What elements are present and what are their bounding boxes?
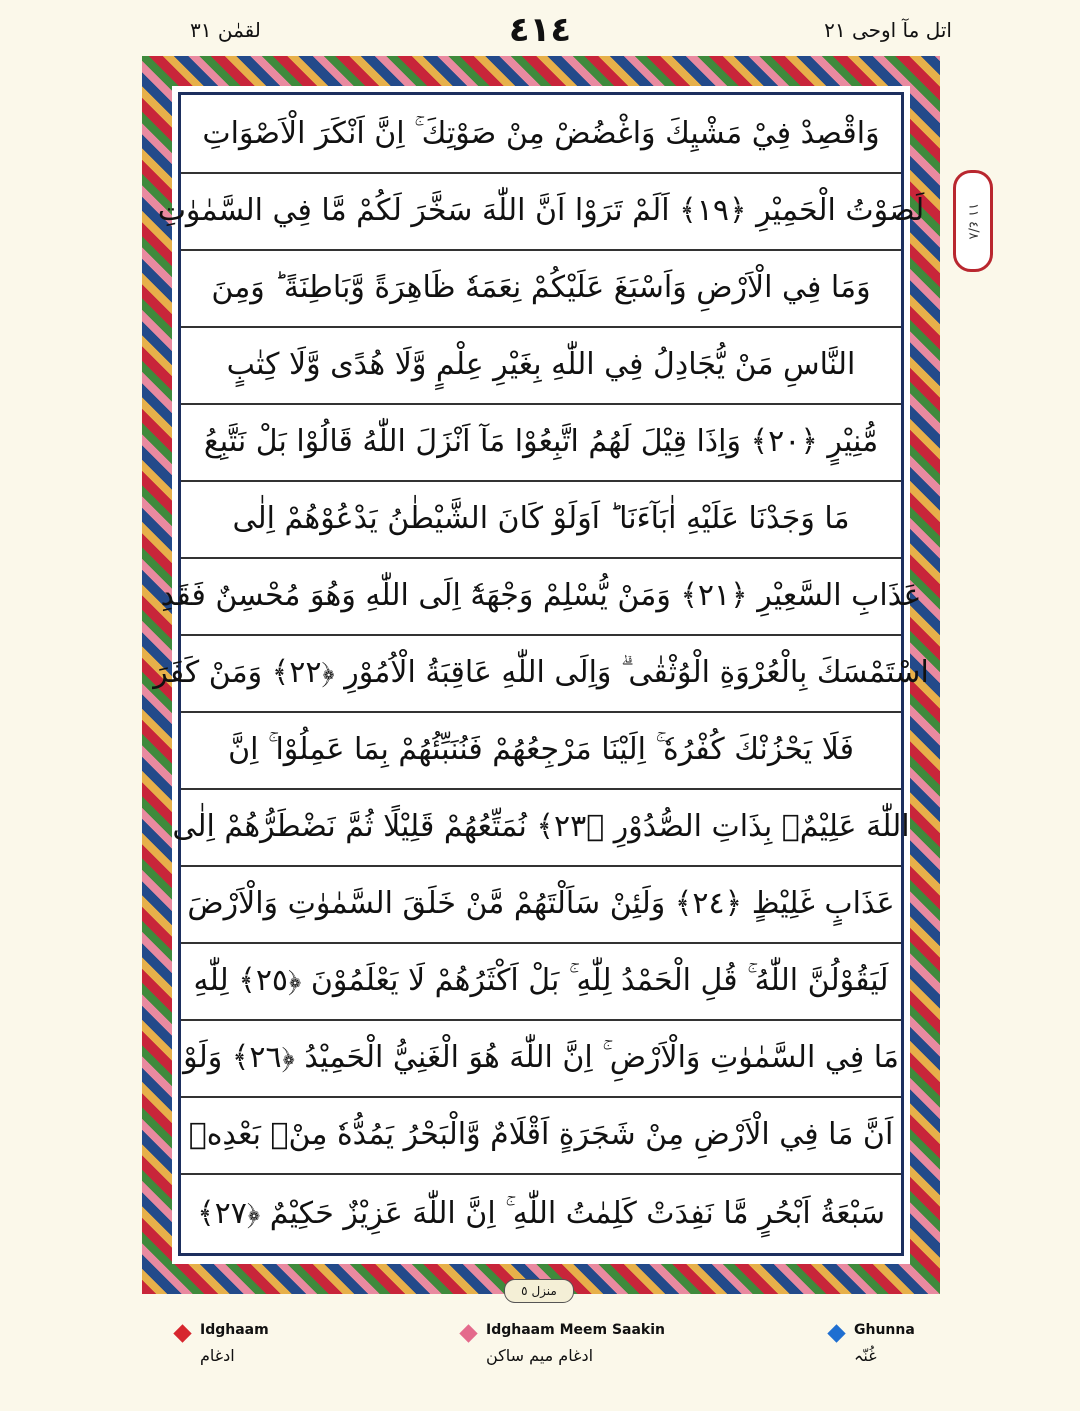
quran-line-4: النَّاسِ مَنْ يُّجَادِلُ فِي اللّٰهِ بِغَيْرِ عِلْمٍ وَّلَا هُدًى وَّلَا كِتٰبٍ	[181, 326, 901, 405]
quran-line-11: عَذَابٍ غَلِيْظٍ ﴿٢٤﴾ وَلَئِنْ سَاَلْتَهُمْ مَّنْ خَلَقَ السَّمٰوٰتِ وَالْاَرْضَ	[181, 865, 901, 944]
quran-line-14: اَنَّ مَا فِي الْاَرْضِ مِنْ شَجَرَةٍ اَقْلَامٌ وَّالْبَحْرُ يَمُدُّهٗ مِنْۢ بَعْدِهٖ	[181, 1096, 901, 1175]
legend-label-en: Idghaam	[200, 1322, 269, 1338]
quran-line-6: مَا وَجَدْنَا عَلَيْهِ اٰبَآءَنَا ؕ اَوَلَوْ كَانَ الشَّيْطٰنُ يَدْعُوْهُمْ اِلٰى	[181, 480, 901, 559]
surah-name: لقمٰن ٣١	[190, 18, 261, 42]
juz-name: اتل مآ اوحی ٢١	[824, 18, 952, 42]
manzil-marker: منزل ٥	[504, 1279, 574, 1303]
quran-line-3: وَمَا فِي الْاَرْضِ وَاَسْبَغَ عَلَيْكُمْ نِعَمَهٗ ظَاهِرَةً وَّبَاطِنَةً ؕ وَمِنَ	[181, 249, 901, 328]
legend-label-ur: ادغام	[200, 1346, 235, 1365]
quran-line-13: مَا فِي السَّمٰوٰتِ وَالْاَرْضِ ۚ اِنَّ اللّٰهَ هُوَ الْغَنِيُّ الْحَمِيْدُ ﴿٢٦﴾ وَلَوْ	[181, 1019, 901, 1098]
legend-label-en: Ghunna	[854, 1322, 915, 1338]
page-number: ٤١٤	[508, 10, 572, 50]
legend-ghunna	[824, 1322, 1004, 1382]
ruku-marker: ٤/٨ ١١	[953, 170, 993, 272]
quran-line-8: اسْتَمْسَكَ بِالْعُرْوَةِ الْوُثْقٰى ۗ وَاِلَى اللّٰهِ عَاقِبَةُ الْاُمُوْرِ ﴿٢٢﴾ وَمَنْ كَفَرَ	[181, 634, 901, 713]
quran-line-12: لَيَقُوْلُنَّ اللّٰهُ ۚ قُلِ الْحَمْدُ لِلّٰهِ ۚ بَلْ اَكْثَرُهُمْ لَا يَعْلَمُوْنَ ﴿٢٥﴾ لِلّٰهِ	[181, 942, 901, 1021]
quran-line-1: وَاقْصِدْ فِيْ مَشْيِكَ وَاغْضُضْ مِنْ صَوْتِكَ ۚ اِنَّ اَنْكَرَ الْاَصْوَاتِ	[181, 95, 901, 174]
blue-diamond-icon	[827, 1324, 845, 1342]
text-panel	[153, 92, 929, 1256]
quran-line-5: مُّنِيْرٍ ﴿٢٠﴾ وَاِذَا قِيْلَ لَهُمُ اتَّبِعُوْا مَآ اَنْزَلَ اللّٰهُ قَالُوْا بَلْ نَتَّبِعُ	[181, 403, 901, 482]
legend-label-en: Idghaam Meem Saakin	[486, 1322, 666, 1338]
quran-line-2: لَصَوْتُ الْحَمِيْرِ ﴿١٩﴾ اَلَمْ تَرَوْا اَنَّ اللّٰهَ سَخَّرَ لَكُمْ مَّا فِي السَّمٰوٰتِ	[181, 172, 901, 251]
page-header	[0, 0, 1080, 58]
quran-line-7: عَذَابِ السَّعِيْرِ ﴿٢١﴾ وَمَنْ يُّسْلِمْ وَجْهَهٗٓ اِلَى اللّٰهِ وَهُوَ مُحْسِنٌ فَقَدِ	[181, 557, 901, 636]
red-diamond-icon	[173, 1324, 191, 1342]
quran-line-10: اللّٰهَ عَلِيْمٌۢ بِذَاتِ الصُّدُوْرِ ﴿٢٣﴾ نُمَتِّعُهُمْ قَلِيْلًا ثُمَّ نَضْطَرُّهُمْ اِلٰى	[181, 788, 901, 867]
legend-idghaam	[170, 1322, 370, 1382]
quran-line-9: فَلَا يَحْزُنْكَ كُفْرُهٗ ۚ اِلَيْنَا مَرْجِعُهُمْ فَنُنَبِّئُهُمْ بِمَا عَمِلُوْا ۚ اِنَّ	[181, 711, 901, 790]
quran-line-15: سَبْعَةُ اَبْحُرٍ مَّا نَفِدَتْ كَلِمٰتُ اللّٰهِ ۚ اِنَّ اللّٰهَ عَزِيْزٌ حَكِيْمٌ ﴿٢٧﴾	[197, 1195, 885, 1231]
legend-idghaam-meem-saakin	[456, 1322, 696, 1382]
legend-label-ur: غُنّہ	[854, 1346, 877, 1365]
pink-diamond-icon	[459, 1324, 477, 1342]
legend-label-ur: ادغام میم ساکن	[486, 1346, 594, 1365]
